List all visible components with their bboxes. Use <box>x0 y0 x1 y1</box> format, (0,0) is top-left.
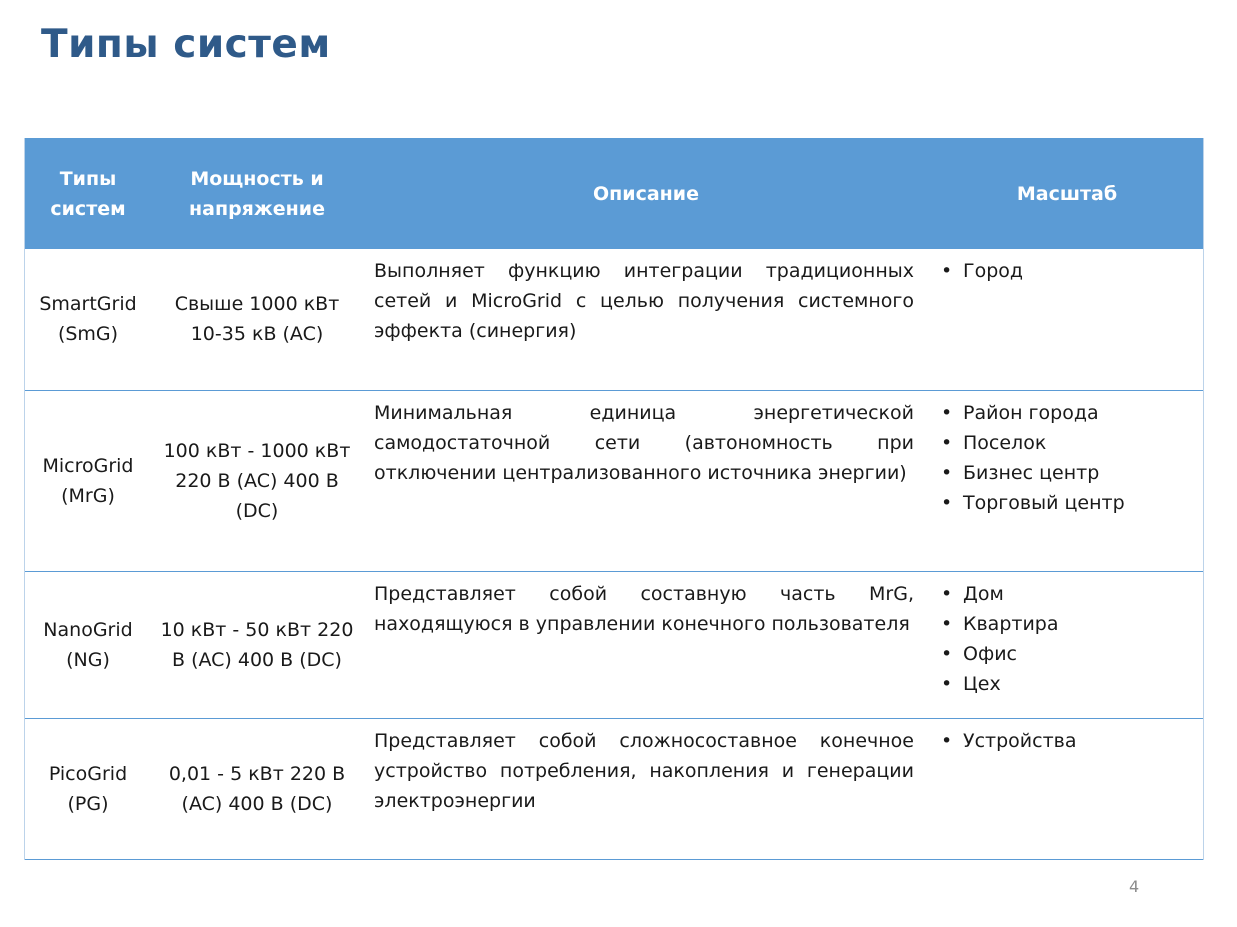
header-description: Описание <box>592 182 699 205</box>
scale-list <box>936 726 1196 756</box>
cell-description: Выполняет функцию интеграции традиционных сетей и MicroGrid с целью получения системного эффекта (синергия) <box>374 260 914 342</box>
scale-list <box>936 579 1196 699</box>
list-item: • Торговый центр <box>936 488 1196 518</box>
list-item: • Город <box>936 256 1196 286</box>
cell-type: MicroGrid (MrG) <box>42 454 134 507</box>
list-item: • Офис <box>936 639 1196 669</box>
list-item: • Район города <box>936 398 1196 428</box>
cell-scale <box>930 718 1204 859</box>
table-row <box>24 718 1204 859</box>
list-item: • Квартира <box>936 609 1196 639</box>
page-number: 4 <box>1129 877 1140 896</box>
table-row <box>24 249 1204 390</box>
cell-scale <box>930 249 1204 390</box>
cell-type: PicoGrid (PG) <box>48 762 128 815</box>
cell-scale <box>930 390 1204 571</box>
table-row <box>24 390 1204 571</box>
list-item: • Поселок <box>936 428 1196 458</box>
systems-table <box>24 138 1204 860</box>
cell-description: Минимальная единица энергетической самодостаточной сети (автономность при отключении централизованного источника энергии) <box>374 401 914 484</box>
list-item: • Дом <box>936 579 1196 609</box>
cell-power: Свыше 1000 кВт 10-35 кВ (AC) <box>174 293 340 346</box>
table-row <box>24 571 1204 718</box>
list-item: • Цех <box>936 669 1196 699</box>
cell-type: SmartGrid (SmG) <box>39 293 137 346</box>
list-item: • Бизнес центр <box>936 458 1196 488</box>
header-type: Типы систем <box>50 167 126 220</box>
cell-description: Представляет собой составную часть MrG, находящуюся в управлении конечного пользователя <box>374 582 914 635</box>
header-scale: Масштаб <box>1016 182 1118 205</box>
cell-type: NanoGrid (NG) <box>43 618 133 671</box>
cell-description: Представляет собой сложносоставное конечное устройство потребления, накопления и генерации электроэнергии <box>374 729 914 812</box>
table-header <box>24 138 1204 249</box>
cell-power: 100 кВт - 1000 кВт 220 В (AC) 400 В (DC) <box>163 439 351 522</box>
cell-power: 10 кВт - 50 кВт 220 В (AC) 400 В (DC) <box>160 618 354 671</box>
list-item: • Устройства <box>936 726 1196 756</box>
cell-scale <box>930 571 1204 718</box>
scale-list <box>936 256 1196 286</box>
cell-power: 0,01 - 5 кВт 220 В (AC) 400 В (DC) <box>168 762 346 815</box>
page-title: Типы систем <box>41 22 331 67</box>
header-power: Мощность и напряжение <box>189 167 325 220</box>
scale-list <box>936 398 1196 518</box>
